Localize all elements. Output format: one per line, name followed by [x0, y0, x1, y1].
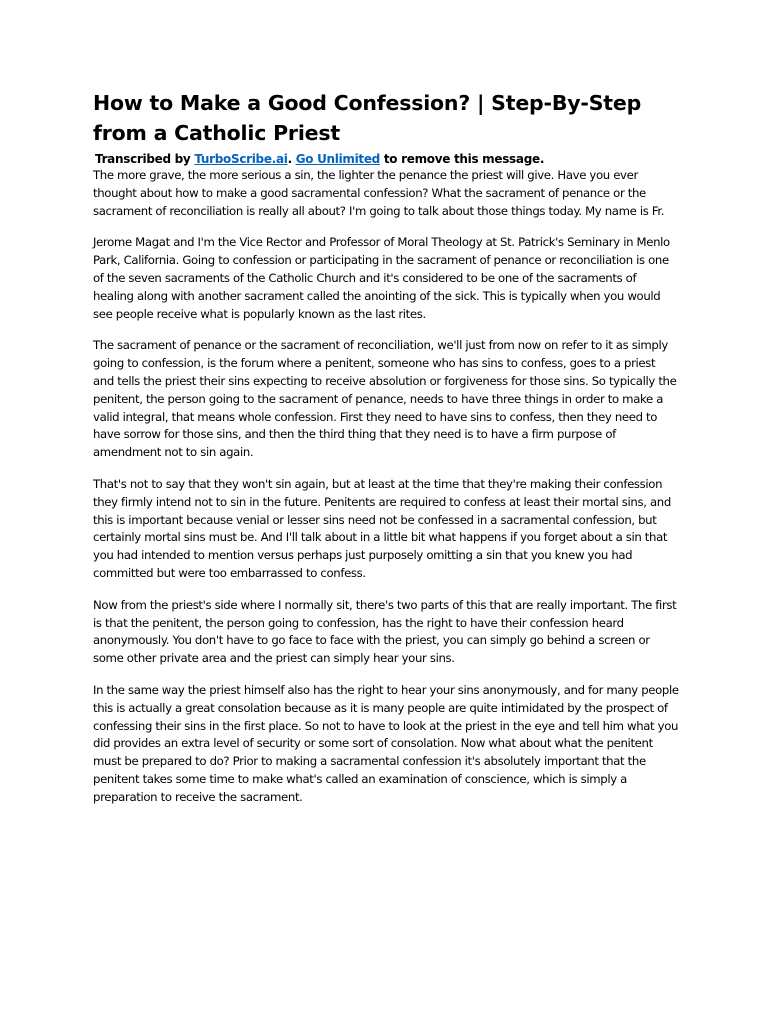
paragraph-6: In the same way the priest himself also has the right to hear your sins anonymously, and for many people this is actually a great consolation because as it is many people are quite intimidated by the prospect of confessing their sins in the first place. So not to have to look at the priest in the eye and tell him what you did provides an extra level of security or some sort of consolation. Now what about what the penitent must be prepared to do? Prior to making a sacramental confession it's absolutely important that the penitent takes some time to make what's called an examination of conscience, which is simply a preparation to receive the sacrament.: [93, 682, 679, 804]
transcribed-suffix: to remove this message.: [379, 152, 545, 166]
paragraph-2: Jerome Magat and I'm the Vice Rector and Professor of Moral Theology at St. Patrick's Seminary in Menlo Park, California. Going to confession or participating in the sacrament of penance or reconciliation is one of the seven sacraments of the Catholic Church and it's considered to be one of the sacraments of healing along with another sacrament called the anointing of the sick. This is typically when you would see people receive what is popularly known as the last rites.: [93, 235, 670, 321]
paragraph-4: That's not to say that they won't sin again, but at least at the time that they're making their confession they firmly intend not to sin in the future. Penitents are required to confess at least their mortal sins, and this is important because venial or lesser sins need not be confessed in a sacramental confession, but certainly mortal sins must be. And I'll talk about in a little bit what happens if you forget about a sin that you had intended to mention versus perhaps just purposely omitting a sin that you knew you had committed but were too embarrassed to confess.: [93, 476, 671, 580]
paragraph-5: Now from the priest's side where I normally sit, there's two parts of this that are really important. The first is that the penitent, the person going to confession, has the right to have their confession heard anonymously. You don't have to go face to face with the priest, you can simply go behind a screen or some other private area and the priest can simply hear your sins.: [93, 597, 677, 666]
transcription-notice: [95, 151, 679, 167]
transcribed-separator: .: [287, 152, 296, 166]
document-page: [93, 88, 679, 821]
turboscribe-link[interactable]: TurboScribe.ai: [194, 152, 288, 166]
transcribed-prefix: Transcribed by: [95, 152, 195, 166]
document-title: How to Make a Good Confession? | Step-By-Step from a Catholic Priest: [93, 91, 642, 145]
go-unlimited-link[interactable]: Go Unlimited: [295, 152, 380, 166]
paragraph-3: The sacrament of penance or the sacrament of reconciliation, we'll just from now on refer to it as simply going to confession, is the forum where a penitent, someone who has sins to confess, goes to a priest and tells the priest their sins expecting to receive absolution or forgiveness for those sins. So typically the penitent, the person going to the sacrament of penance, needs to have three things in order to make a valid integral, that means whole confession. First they need to have sins to confess, then they need to have sorrow for those sins, and then the third thing that they need is to have a firm purpose of amendment not to sin again.: [93, 338, 677, 460]
paragraph-1: The more grave, the more serious a sin, the lighter the penance the priest will give. Have you ever thought about how to make a good sacramental confession? What the sacrament of penance or the sacrament of reconciliation is really all about? I'm going to talk about those things today. My name is Fr.: [93, 168, 665, 218]
